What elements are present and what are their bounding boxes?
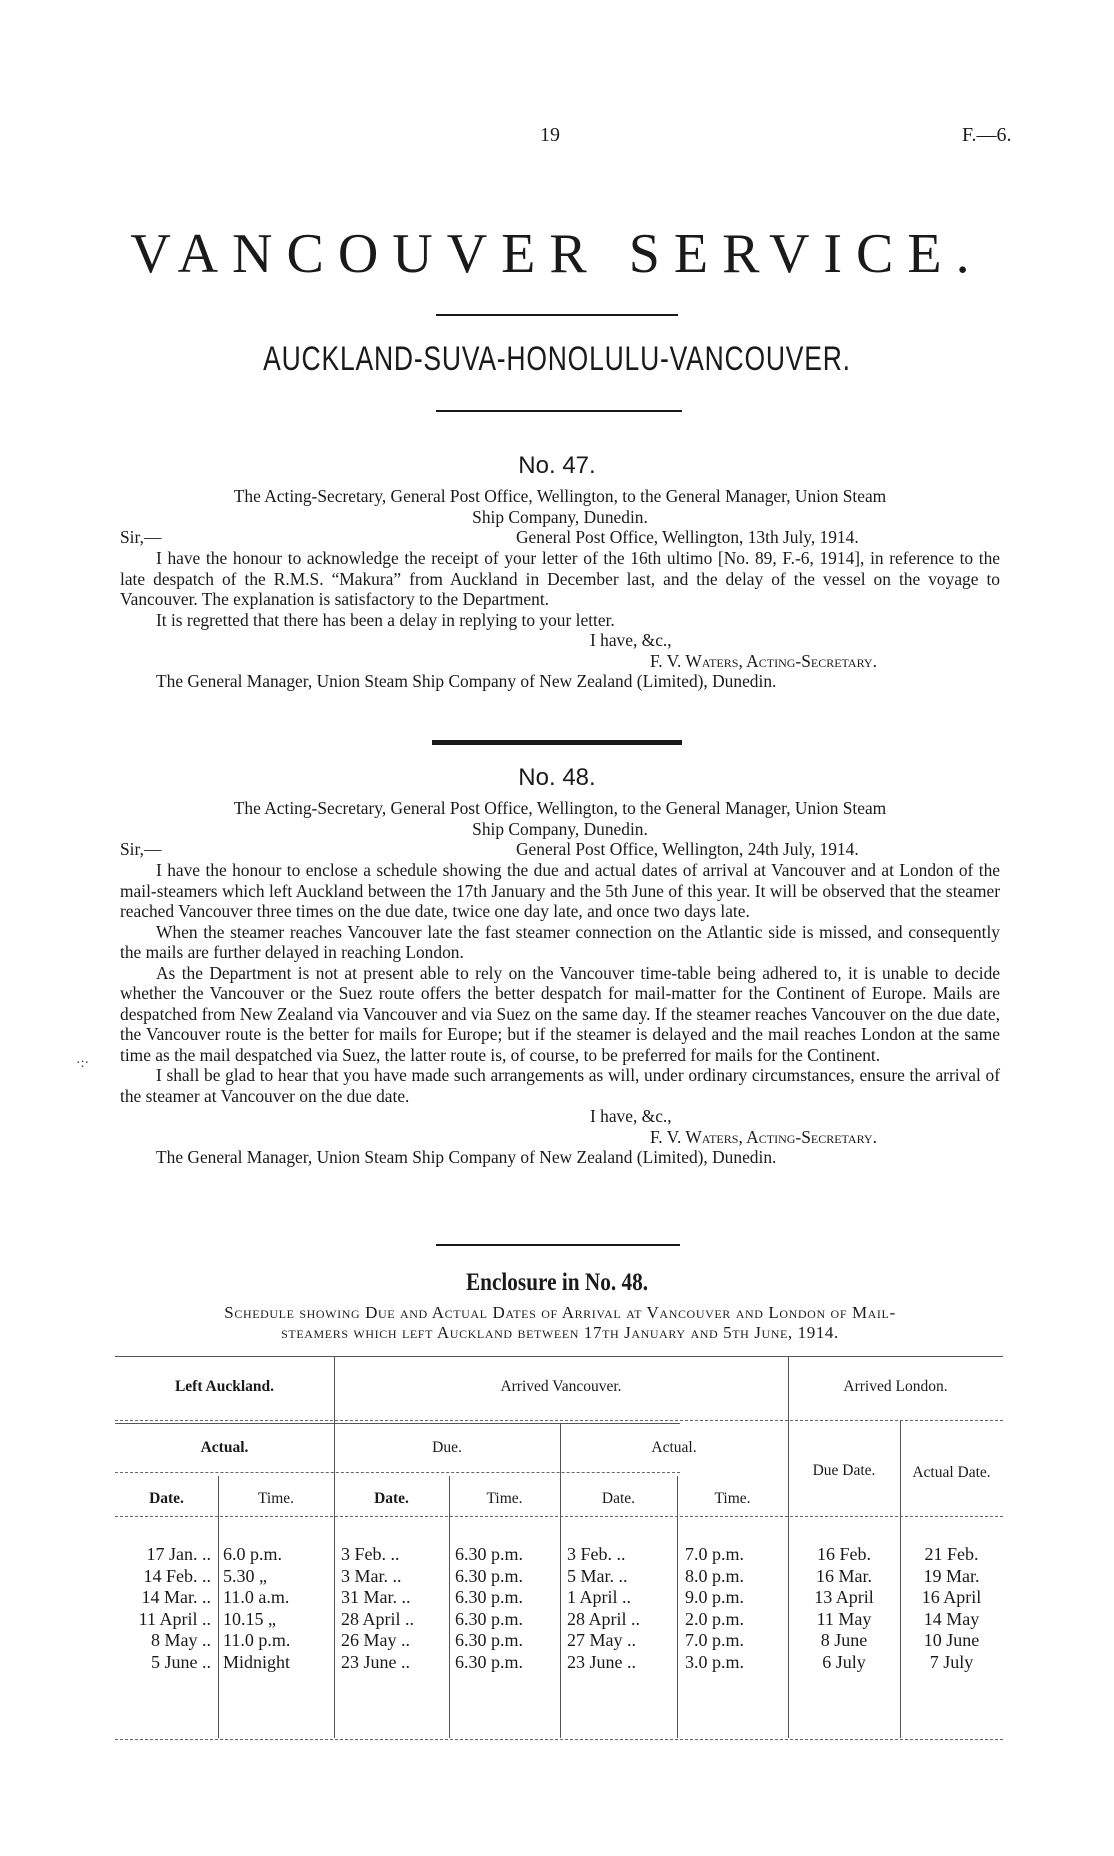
- letter-48-paragraph-4: I shall be glad to hear that you have made such arrangements as will, under ordinary circumstances, ensure the arrival of the steamer at Vancouver on the due date.: [120, 1065, 1000, 1106]
- table-rule: [115, 1739, 1003, 1740]
- table-rule: [115, 1420, 1003, 1421]
- cell-actual-time: 7.0 p.m.: [685, 1630, 745, 1650]
- letter-47-paragraph-2: It is regretted that there has been a delay in replying to your letter.: [156, 609, 615, 630]
- cell-left-time: 10.15 „: [223, 1608, 276, 1629]
- cell-due-date: 28 April ..: [341, 1608, 415, 1629]
- letter-47-signature: F. V. Waters, Acting-Secretary.: [650, 650, 877, 671]
- letter-47-address: [120, 486, 1000, 527]
- cell-london-due-date: 8 June: [820, 1630, 868, 1650]
- cell-actual-time: 3.0 p.m.: [685, 1651, 745, 1672]
- cell-left-time: 6.0 p.m.: [223, 1544, 283, 1564]
- letter-47-closing: I have, &c.,: [590, 630, 672, 650]
- enclosure-description: [120, 1303, 1000, 1343]
- page-number: 19: [540, 124, 560, 146]
- letter-48-paragraph-3: As the Department is not at present able to rely on the Vancouver time-table being adhered to, it is unable to decide whether the Vancouver or the Suez route offers the better despatch for mail-matter for the Continent of Europe. Mails are despatched from New Zealand via Vancouver and via Suez on the same day. If the steamer reaches Vancouver on the due date, the Vancouver route is the better for mails for Europe; but if the steamer is delayed and the mail reaches London at the same time as the mail despatched via Suez, the latter route is, of course, to be preferred for mails for the Continent.: [120, 962, 1000, 1065]
- letter-47-number: No. 47.: [518, 452, 596, 479]
- table-rule: [560, 1423, 561, 1738]
- letter-48-paragraph-2: When the steamer reaches Vancouver late the fast steamer connection on the Atlantic side is missed, and consequently the mails are further delayed in reaching London.: [120, 921, 1000, 962]
- cell-due-date: 26 May ..: [341, 1630, 410, 1650]
- cell-left-time: 11.0 a.m.: [223, 1587, 290, 1607]
- table-rule: [449, 1476, 450, 1738]
- header-time: Time.: [714, 1490, 751, 1507]
- cell-actual-date: 5 Mar. ..: [567, 1565, 628, 1586]
- header-date: Date.: [149, 1490, 184, 1507]
- cell-due-time: 6.30 p.m.: [455, 1608, 524, 1629]
- letter-48: [120, 798, 1000, 1168]
- header-arrived-london: Arrived London.: [843, 1378, 948, 1395]
- ink-mark: ·:·: [76, 1056, 90, 1071]
- cell-london-due-date: 13 April: [814, 1587, 874, 1607]
- letter-48-dateline: General Post Office, Wellington, 24th July, 1914.: [516, 839, 859, 859]
- enclosure-title: Enclosure in No. 48.: [465, 1269, 649, 1296]
- letter-48-recipient: The General Manager, Union Steam Ship Company of New Zealand (Limited), Dunedin.: [156, 1147, 777, 1167]
- document-reference: F.—6.: [962, 124, 1012, 146]
- table-rule: [115, 1356, 1003, 1357]
- letter-47-address-line2: Ship Company, Dunedin.: [472, 506, 648, 527]
- header-left-auckland: Left Auckland.: [174, 1378, 275, 1395]
- letter-47-address-line1: The Acting-Secretary, General Post Office, Wellington, to the General Manager, Union Steam: [233, 486, 887, 506]
- table-rule: [677, 1476, 678, 1738]
- table-rule: [115, 1516, 1003, 1517]
- letter-48-address-line2: Ship Company, Dunedin.: [472, 818, 648, 839]
- cell-actual-date: 27 May ..: [567, 1630, 636, 1650]
- cell-actual-date: 3 Feb. ..: [567, 1544, 626, 1564]
- cell-actual-time: 9.0 p.m.: [685, 1587, 745, 1607]
- cell-london-actual-date: 21 Feb.: [924, 1544, 979, 1564]
- letter-48-salutation: Sir,—: [120, 839, 162, 859]
- header-date: Date.: [601, 1490, 636, 1507]
- letter-48-signature: F. V. Waters, Acting-Secretary.: [650, 1126, 877, 1147]
- cell-actual-time: 2.0 p.m.: [685, 1608, 745, 1629]
- letter-48-address-line1: The Acting-Secretary, General Post Office, Wellington, to the General Manager, Union Steam: [233, 798, 887, 818]
- cell-london-actual-date: 16 April: [921, 1587, 982, 1607]
- cell-actual-time: 7.0 p.m.: [685, 1544, 745, 1564]
- letter-47-paragraph-1: I have the honour to acknowledge the receipt of your letter of the 16th ultimo [No. 89, F.-6, 1914], in reference to the late despatch of the R.M.S. “Makura” from Auckland in December last, and the delay of the vessel on the voyage to Vancouver. The explanation is satisfactory to the Department.: [120, 548, 1000, 609]
- letter-47-dateline: General Post Office, Wellington, 13th July, 1914.: [516, 527, 859, 547]
- page-title: VANCOUVER SERVICE.: [130, 223, 984, 285]
- header-due-date-london: Due Date.: [812, 1462, 876, 1479]
- table-rule: [115, 1472, 680, 1473]
- cell-left-date: 11 April ..: [138, 1608, 211, 1629]
- letter-47-salutation: Sir,—: [120, 527, 162, 547]
- enclosure-divider: [436, 1244, 680, 1246]
- cell-due-time: 6.30 p.m.: [455, 1587, 524, 1607]
- cell-actual-time: 8.0 p.m.: [685, 1565, 745, 1586]
- cell-london-due-date: 16 Mar.: [816, 1565, 872, 1586]
- cell-due-date: 3 Mar. ..: [341, 1565, 402, 1586]
- table-rule: [115, 1423, 680, 1424]
- header-date: Date.: [374, 1490, 409, 1507]
- subtitle-divider: [436, 410, 682, 412]
- cell-london-actual-date: 19 Mar.: [923, 1565, 980, 1586]
- cell-london-actual-date: 10 June: [923, 1630, 980, 1650]
- enclosure-description-line2: steamers which left Auckland between 17th January and 5th June, 1914.: [281, 1323, 839, 1342]
- header-arrived-vancouver: Arrived Vancouver.: [500, 1378, 622, 1395]
- cell-london-actual-date: 14 May: [923, 1608, 980, 1629]
- letter-48-closing: I have, &c.,: [590, 1106, 672, 1126]
- header-due-vancouver: Due.: [432, 1439, 462, 1456]
- cell-due-time: 6.30 p.m.: [455, 1651, 524, 1672]
- cell-left-date: 5 June ..: [151, 1651, 211, 1672]
- letter-48-address: [120, 798, 1000, 839]
- cell-london-due-date: 11 May: [816, 1608, 872, 1629]
- letter-48-paragraph-1: I have the honour to enclose a schedule showing the due and actual dates of arrival at Vancouver and at London of the mail-steamers which left Auckland between the 17th January and the 5th June of this year. It will be observed that the steamer reached Vancouver three times on the due date, twice one day late, and once two days late.: [120, 860, 1000, 921]
- cell-actual-date: 23 June ..: [567, 1651, 636, 1672]
- cell-actual-date: 28 April ..: [567, 1608, 641, 1629]
- cell-due-time: 6.30 p.m.: [455, 1565, 524, 1586]
- enclosure-description-line1: Schedule showing Due and Actual Dates of Arrival at Vancouver and London of Mail-: [224, 1303, 896, 1322]
- cell-london-actual-date: 7 July: [929, 1651, 974, 1672]
- cell-left-date: 17 Jan. ..: [146, 1544, 211, 1564]
- header-actual-date-london: Actual Date.: [912, 1464, 991, 1481]
- letter-47-dateline-row: [120, 527, 1000, 548]
- table-rule: [218, 1476, 219, 1738]
- cell-london-due-date: 16 Feb.: [817, 1544, 871, 1564]
- cell-due-date: 23 June ..: [341, 1651, 410, 1672]
- table-rule: [334, 1356, 335, 1738]
- cell-london-due-date: 6 July: [822, 1651, 866, 1672]
- cell-due-date: 3 Feb. ..: [341, 1544, 400, 1564]
- letter-47: [120, 486, 1000, 692]
- cell-due-time: 6.30 p.m.: [455, 1630, 524, 1650]
- cell-left-date: 14 Feb. ..: [143, 1565, 211, 1586]
- cell-left-time: 5.30 „: [223, 1565, 267, 1586]
- header-time: Time.: [486, 1490, 523, 1507]
- cell-actual-date: 1 April ..: [567, 1587, 632, 1607]
- title-divider: [436, 314, 678, 316]
- cell-left-time: Midnight: [223, 1651, 291, 1672]
- header-time: Time.: [257, 1490, 295, 1507]
- cell-left-time: 11.0 p.m.: [223, 1630, 291, 1650]
- letter-47-recipient: The General Manager, Union Steam Ship Company of New Zealand (Limited), Dunedin.: [156, 671, 777, 691]
- letter-48-dateline-row: [120, 839, 1000, 860]
- letter-48-number: No. 48.: [518, 764, 596, 791]
- cell-left-date: 8 May ..: [151, 1630, 211, 1650]
- header-actual-auckland: Actual.: [200, 1439, 249, 1456]
- cell-due-date: 31 Mar. ..: [341, 1587, 411, 1607]
- schedule-table: [115, 1356, 1003, 1746]
- section-divider: [432, 740, 682, 745]
- cell-left-date: 14 Mar. ..: [141, 1587, 211, 1607]
- cell-due-time: 6.30 p.m.: [455, 1544, 524, 1564]
- page-subtitle: AUCKLAND-SUVA-HONOLULU-VANCOUVER.: [263, 340, 851, 378]
- header-actual-vancouver: Actual.: [651, 1439, 697, 1456]
